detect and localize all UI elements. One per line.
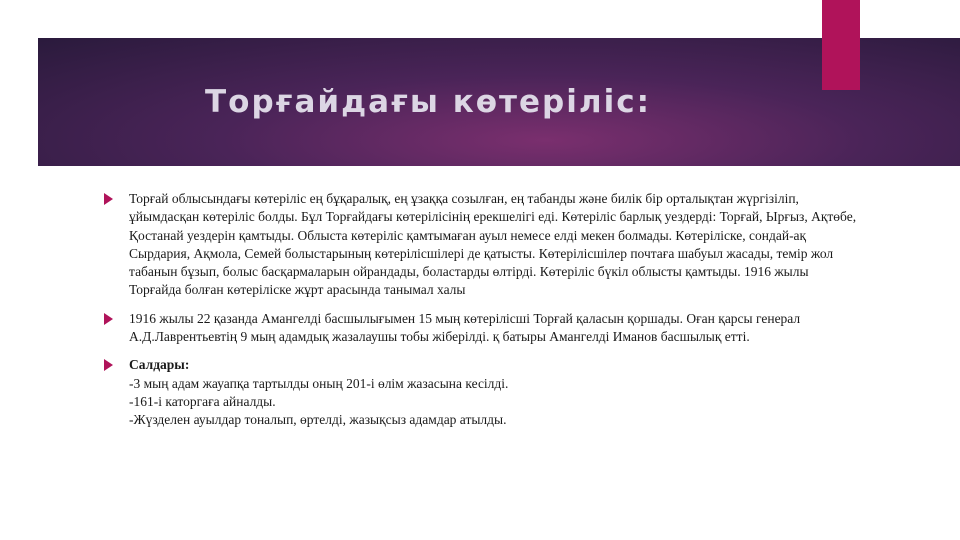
bullet-item: [104, 356, 864, 429]
bullet-text: Торғай облысындағы көтеріліс ең бұқаралық, ең ұзаққа созылған, ең табанды және билік бір орталықтан жүргізіліп, ұйымдасқан көтеріліс болды. Бұл Торғайдағы көтерілісінің ерекшелігі еді. Көтеріліс барлық уездерді: Торғай, Ырғыз, Ақтөбе, Қостанай уездерін қамтыды. Облыста көтеріліс қамтымаған ауыл немесе елді мекен болмады. Көтеріліске, сондай-ақ Сырдария, Ақмола, Семей болыстарының көтерілісшілері де қатысты. Көтерілісшілер почтаға шабуыл жасады, темір жол табанын бұзып, болыс басқармаларын ойрандады, боластарды өлтірді. Көтеріліс бүкіл облысты қамтыды. 1916 жылы Торғайда болған көтеріліске жұрт арасында танымал халы: [129, 191, 857, 298]
consequence-line: -3 мың адам жауапқа тартылды оның 201-і өлім жазасына кесілді.: [129, 375, 509, 391]
consequences-block: [129, 356, 864, 429]
slide-content: [104, 190, 864, 440]
bullet-arrow-icon: [104, 359, 113, 371]
consequence-line: -161-і каторгаға айналды.: [129, 393, 276, 409]
consequence-line: -Жүзделен ауылдар тоналып, өртелді, жазықсыз адамдар атылды.: [129, 412, 507, 428]
bullet-text: 1916 жылы 22 қазанда Амангелді басшылығымен 15 мың көтерілісші Торғай қаласын қоршады. Оған қарсы генерал А.Д.Лаврентьевтің 9 мың адамдық жазалаушы тобы жіберілді. қ батыры Амангелді Иманов басшылық етті.: [129, 310, 801, 345]
consequences-label: Салдары:: [129, 357, 190, 373]
bullet-item: [104, 310, 864, 347]
bullet-arrow-icon: [104, 313, 113, 325]
slide-title: Торғайдағы көтеріліс:: [205, 84, 651, 120]
accent-tab: [822, 0, 860, 90]
bullet-arrow-icon: [104, 193, 113, 205]
bullet-item: [104, 190, 864, 300]
